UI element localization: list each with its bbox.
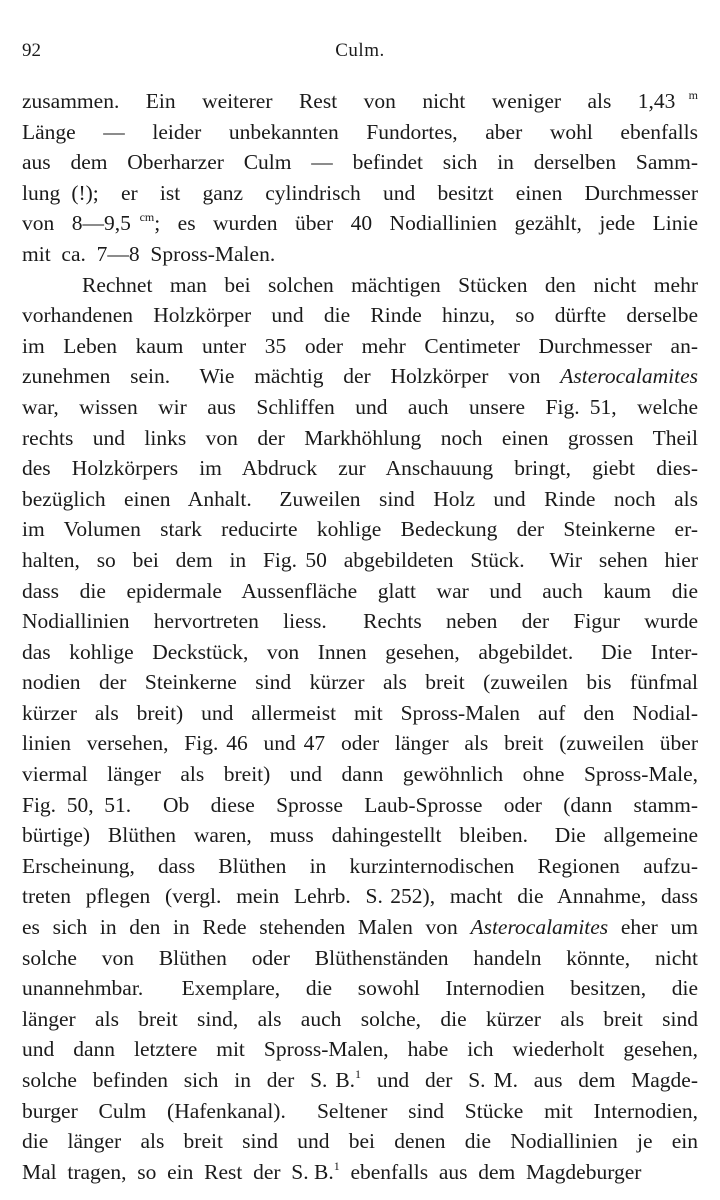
text-line: [22, 453, 698, 484]
text-line: [22, 484, 698, 515]
text-segment: zusammen. Ein weiterer Rest von nicht weniger als 1,43: [22, 89, 689, 113]
text-segment: lung (!); er ist ganz cylindrisch und besitzt einen Durchmesser: [22, 180, 698, 205]
text-line: [22, 1034, 698, 1065]
text-segment: ebenfalls aus dem Magdeburger: [339, 1159, 642, 1184]
text-segment: solche befinden sich in der S. B.: [22, 1068, 356, 1092]
text-line: [22, 514, 698, 545]
text-line: [22, 392, 698, 423]
text-line: [22, 1126, 698, 1157]
text-line: [22, 790, 698, 821]
text-segment: halten, so bei dem in Fig. 50 abgebildeten Stück. Wir sehen hier: [22, 547, 698, 572]
text-segment: dass die epidermale Aussenfläche glatt war und auch kaum die: [22, 578, 698, 603]
text-line: [22, 1004, 698, 1035]
text-segment: und der S. M. aus dem Magde-: [361, 1068, 698, 1092]
text-segment: rechts und links von der Markhöhlung noch einen grossen Theil: [22, 425, 698, 450]
text-line: [22, 637, 698, 668]
text-line: [22, 943, 698, 974]
text-line: [22, 300, 698, 331]
text-segment: Fig. 50, 51. Ob diese Sprosse Laub-Sprosse oder (dann stamm-: [22, 792, 698, 817]
text-segment: treten pflegen (vergl. mein Lehrb. S. 252), macht die Annahme, dass: [22, 884, 698, 909]
text-line: [22, 178, 698, 209]
text-segment: bezüglich einen Anhalt. Zuweilen sind Holz und Rinde noch als: [22, 486, 698, 511]
text-segment: linien versehen, Fig. 46 und 47 oder länger als breit (zuweilen über: [22, 731, 698, 756]
text-segment: kürzer als breit) und allermeist mit Spross-Malen auf den Nodial-: [22, 700, 698, 725]
text-segment: eher um: [608, 915, 698, 940]
superscript: m: [688, 88, 698, 102]
text-line: [22, 881, 698, 912]
text-segment: die länger als breit sind und bei denen die Nodiallinien je ein: [22, 1129, 698, 1154]
text-segment: im Volumen stark reducirte kohlige Bedeckung der Steinkerne er-: [22, 517, 698, 542]
text-line: [22, 851, 698, 882]
text-segment: zunehmen sein. Wie mächtig der Holzkörper von: [22, 364, 561, 389]
text-segment: es sich in den in Rede stehenden Malen von: [22, 915, 471, 940]
text-line: [22, 1096, 698, 1127]
text-line: [22, 117, 698, 148]
superscript: 1: [333, 1158, 340, 1173]
text-segment: vorhandenen Holzkörper und die Rinde hinzu, so dürfte derselbe: [22, 303, 698, 328]
text-segment: Nodiallinien hervortreten liess. Rechts neben der Figur wurde: [22, 609, 698, 634]
text-line: [22, 576, 698, 607]
text-line: [22, 86, 698, 117]
italic-term: Asterocalamites: [470, 915, 609, 940]
text-segment: unannehmbar. Exemplare, die sowohl Internodien besitzen, die: [22, 976, 698, 1001]
text-line: [22, 147, 698, 178]
running-title: Culm.: [335, 40, 385, 61]
text-segment: burger Culm (Hafenkanal). Seltener sind Stücke mit Internodien,: [22, 1098, 698, 1123]
text-line: [22, 820, 698, 851]
text-segment: länger als breit sind, als auch solche, die kürzer als breit sind: [22, 1006, 698, 1031]
text-segment: Erscheinung, dass Blüthen in kurzinternodischen Regionen aufzu-: [22, 853, 698, 878]
text-segment: mit ca. 7—8 Spross-Malen.: [22, 241, 276, 266]
text-line: [22, 208, 698, 239]
text-line: [22, 667, 698, 698]
text-line: [22, 545, 698, 576]
text-line: [22, 361, 698, 392]
text-line: [22, 331, 698, 362]
text-segment: nodien der Steinkerne sind kürzer als breit (zuweilen bis fünfmal: [22, 670, 698, 695]
superscript: 1: [355, 1067, 362, 1081]
text-segment: das kohlige Deckstück, von Innen gesehen, abgebildet. Die Inter-: [22, 639, 698, 664]
text-segment: von 8—9,5: [22, 211, 140, 236]
text-line: [22, 1065, 698, 1096]
text-line: [22, 973, 698, 1004]
text-segment: Rechnet man bei solchen mächtigen Stücken den nicht mehr: [82, 272, 698, 297]
text-line: [22, 698, 698, 729]
text-segment: war, wissen wir aus Schliffen und auch unsere Fig. 51, welche: [22, 394, 698, 419]
page-number: 92: [22, 40, 41, 61]
text-segment: Länge — leider unbekannten Fundortes, aber wohl ebenfalls: [22, 119, 698, 144]
text-segment: Mal tragen, so ein Rest der S. B.: [22, 1159, 334, 1184]
text-segment: im Leben kaum unter 35 oder mehr Centimeter Durchmesser an-: [22, 333, 698, 358]
text-line: [22, 606, 698, 637]
text-line: [22, 759, 698, 790]
body-text: [22, 86, 698, 1187]
text-line: [22, 239, 698, 270]
text-line: [22, 270, 698, 301]
text-segment: und dann letztere mit Spross-Malen, habe ich wiederholt gesehen,: [22, 1037, 698, 1062]
text-segment: ; es wurden über 40 Nodiallinien gezählt, jede Linie: [154, 211, 699, 236]
superscript: cm: [139, 210, 155, 225]
italic-term: Asterocalamites: [560, 364, 698, 389]
text-line: [22, 912, 698, 943]
text-segment: solche von Blüthen oder Blüthenständen handeln könnte, nicht: [22, 945, 698, 970]
text-line: [22, 423, 698, 454]
text-segment: viermal länger als breit) und dann gewöhnlich ohne Spross-Male,: [22, 762, 698, 787]
running-head: [22, 40, 698, 66]
text-segment: des Holzkörpers im Abdruck zur Anschauung bringt, giebt dies-: [22, 456, 698, 481]
text-segment: bürtige) Blüthen waren, muss dahingestellt bleiben. Die allgemeine: [22, 823, 698, 848]
text-segment: aus dem Oberharzer Culm — befindet sich in derselben Samm-: [22, 150, 698, 175]
text-line: [22, 1157, 698, 1188]
text-line: [22, 728, 698, 759]
